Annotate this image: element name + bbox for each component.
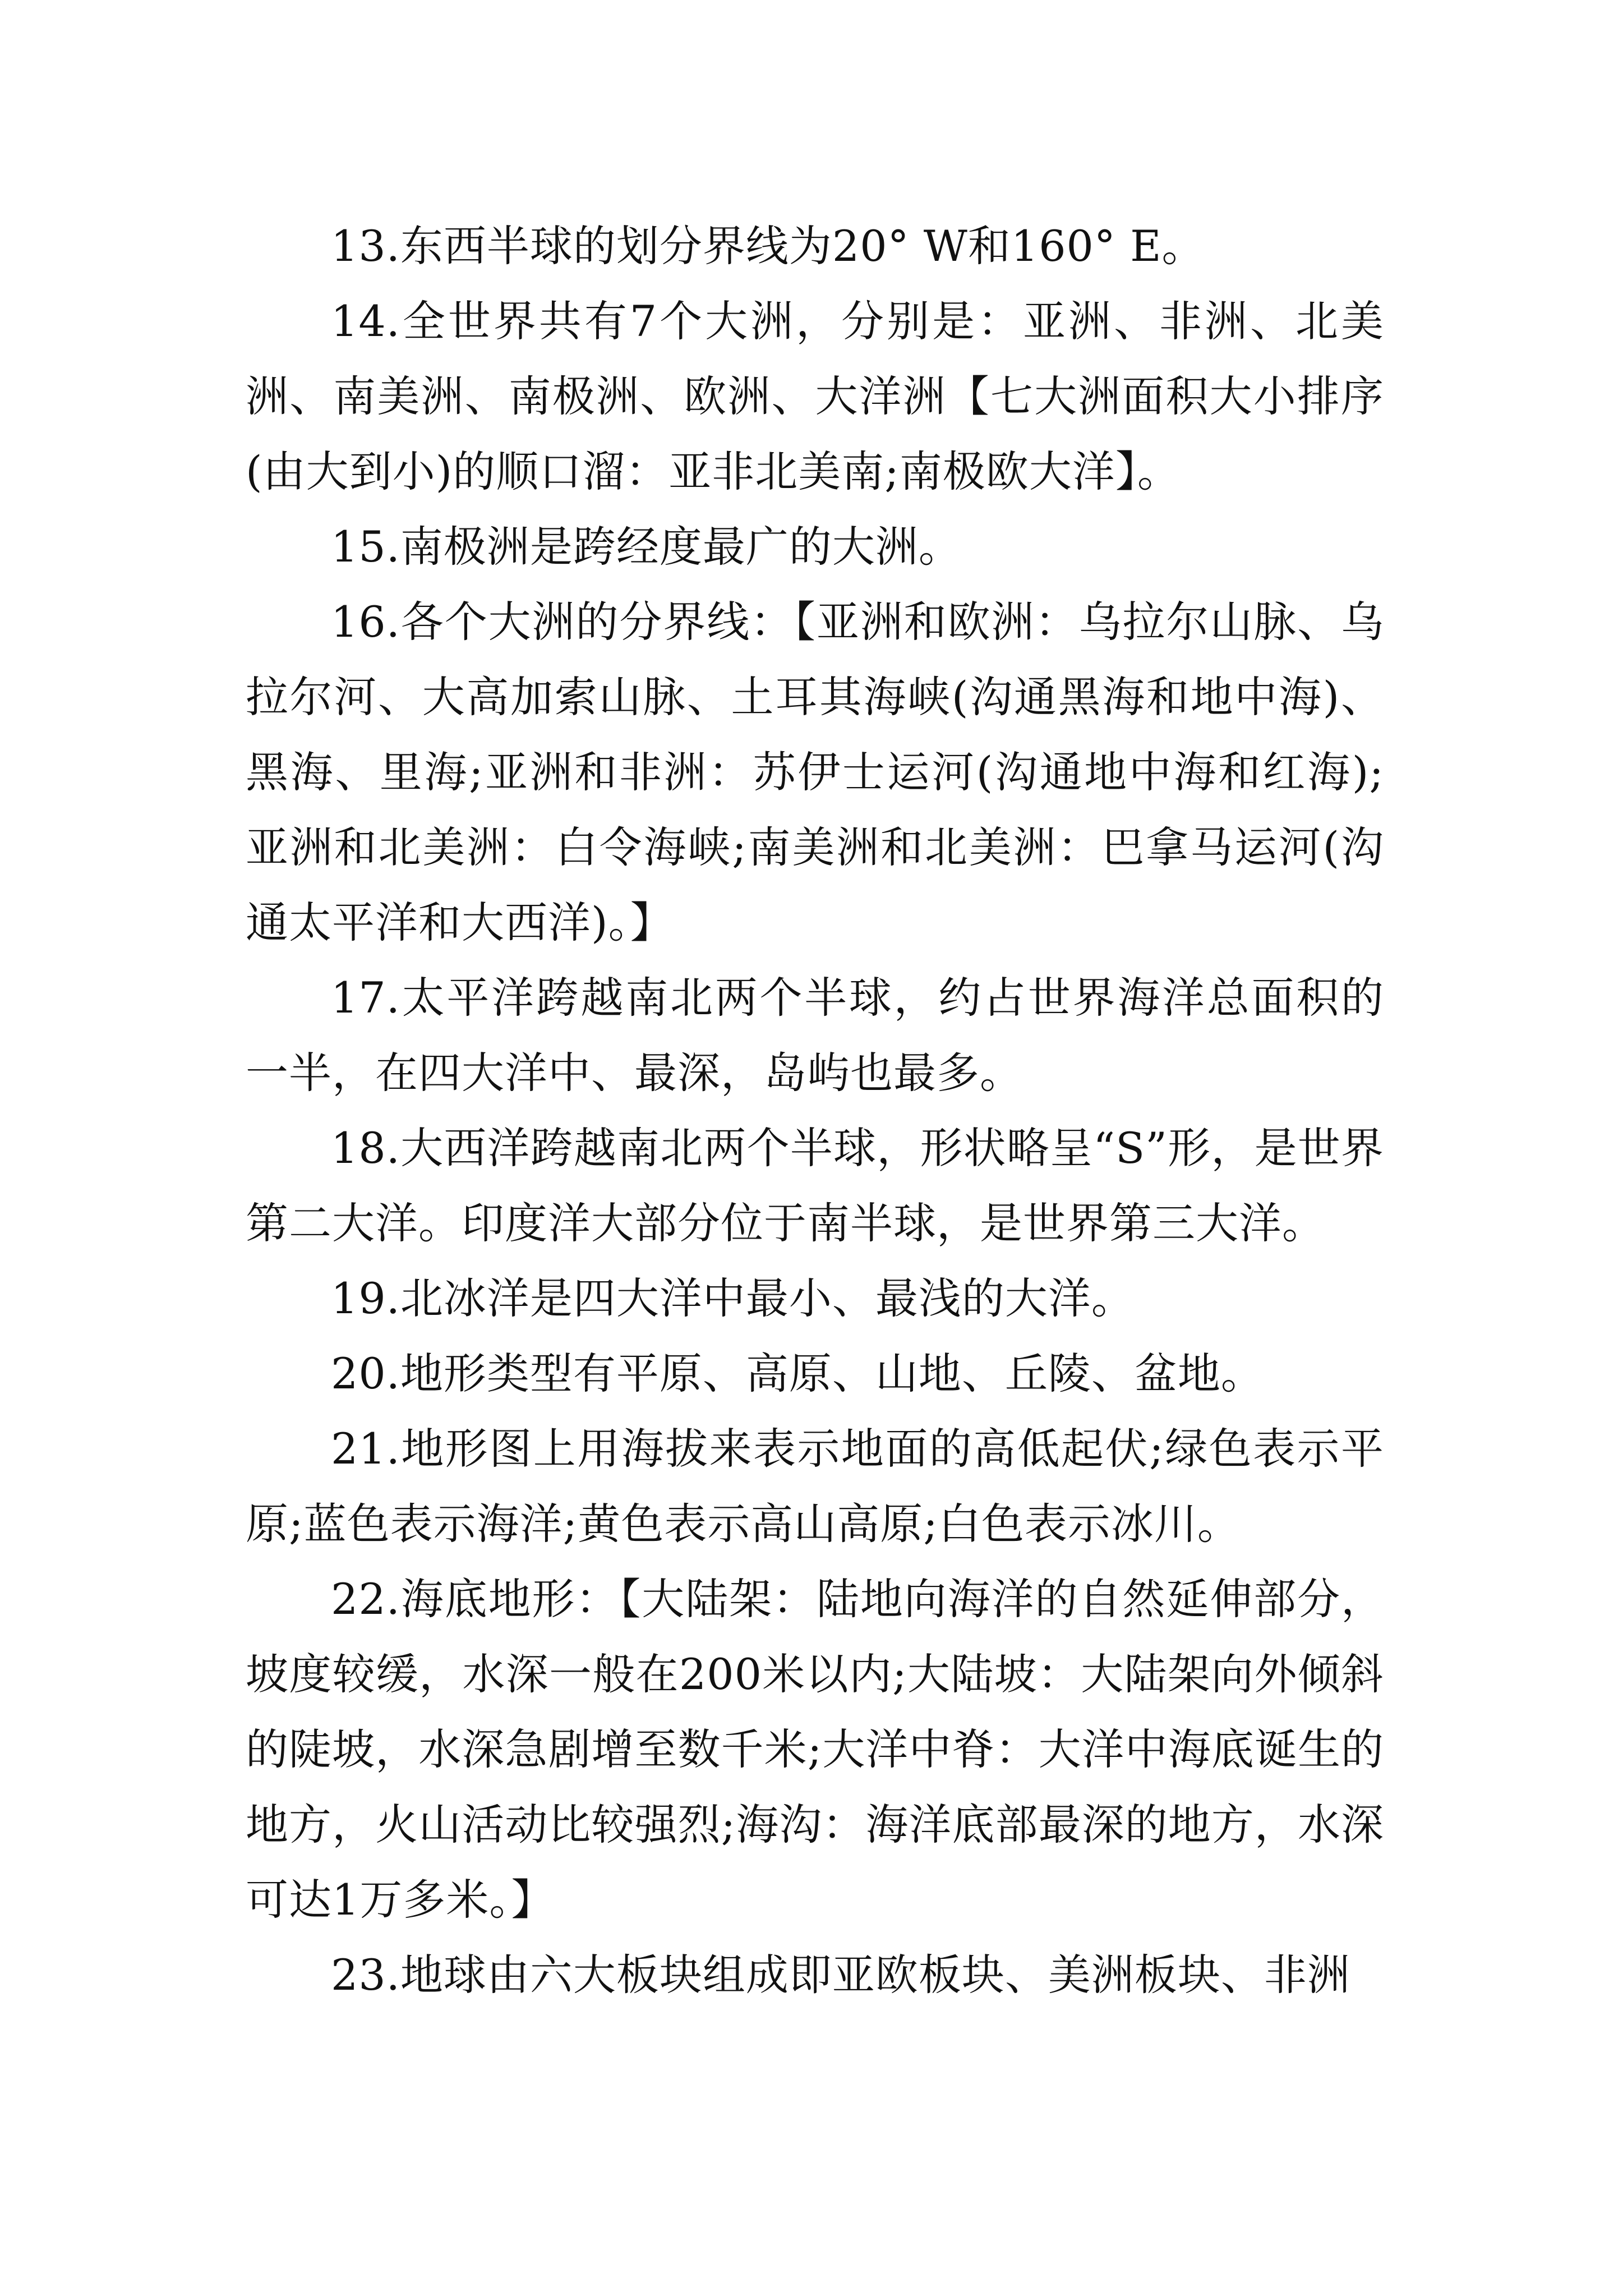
paragraph-20: 20.地形类型有平原、高原、山地、丘陵、盆地。	[331, 1349, 1264, 1398]
paragraph-21: 21.地形图上用海拔来表示地面的高低起伏;绿色表示平原;蓝色表示海洋;黄色表示高山高原;白色表示冰川。	[246, 1424, 1384, 1549]
paragraph-17: 17.太平洋跨越南北两个半球，约占世界海洋总面积的一半，在四大洋中、最深，岛屿也最多。	[246, 973, 1384, 1098]
paragraph-19: 19.北冰洋是四大洋中最小、最浅的大洋。	[331, 1273, 1135, 1323]
paragraph-18: 18.大西洋跨越南北两个半球，形状略呈“S”形，是世界第二大洋。印度洋大部分位于南半球，是世界第三大洋。	[246, 1123, 1384, 1248]
paragraph-23: 23.地球由六大板块组成即亚欧板块、美洲板块、非洲	[331, 1950, 1350, 2000]
paragraph-15: 15.南极洲是跨经度最广的大洲。	[331, 522, 962, 572]
paragraph-13: 13.东西半球的划分界线为20° W和160° E。	[331, 221, 1205, 271]
paragraph-16: 16.各个大洲的分界线：【亚洲和欧洲：乌拉尔山脉、乌拉尔河、大高加索山脉、土耳其海峡(沟通黑海和地中海)、黑海、里海;亚洲和非洲：苏伊士运河(沟通地中海和红海);亚洲和北美洲：白令海峡;南美洲和北美洲：巴拿马运河(沟通太平洋和大西洋)。】	[246, 597, 1384, 947]
paragraph-22: 22.海底地形：【大陆架：陆地向海洋的自然延伸部分，坡度较缓，水深一般在200米以内;大陆坡：大陆架向外倾斜的陡坡，水深急剧增至数千米;大洋中脊：大洋中海底诞生的地方，火山活动比较强烈;海沟：海洋底部最深的地方，水深可达1万多米。】	[246, 1574, 1384, 1925]
document-body	[246, 209, 1384, 2013]
paragraph-14: 14.全世界共有7个大洲，分别是：亚洲、非洲、北美洲、南美洲、南极洲、欧洲、大洋洲【七大洲面积大小排序(由大到小)的顺口溜：亚非北美南;南极欧大洋】。	[246, 296, 1384, 496]
